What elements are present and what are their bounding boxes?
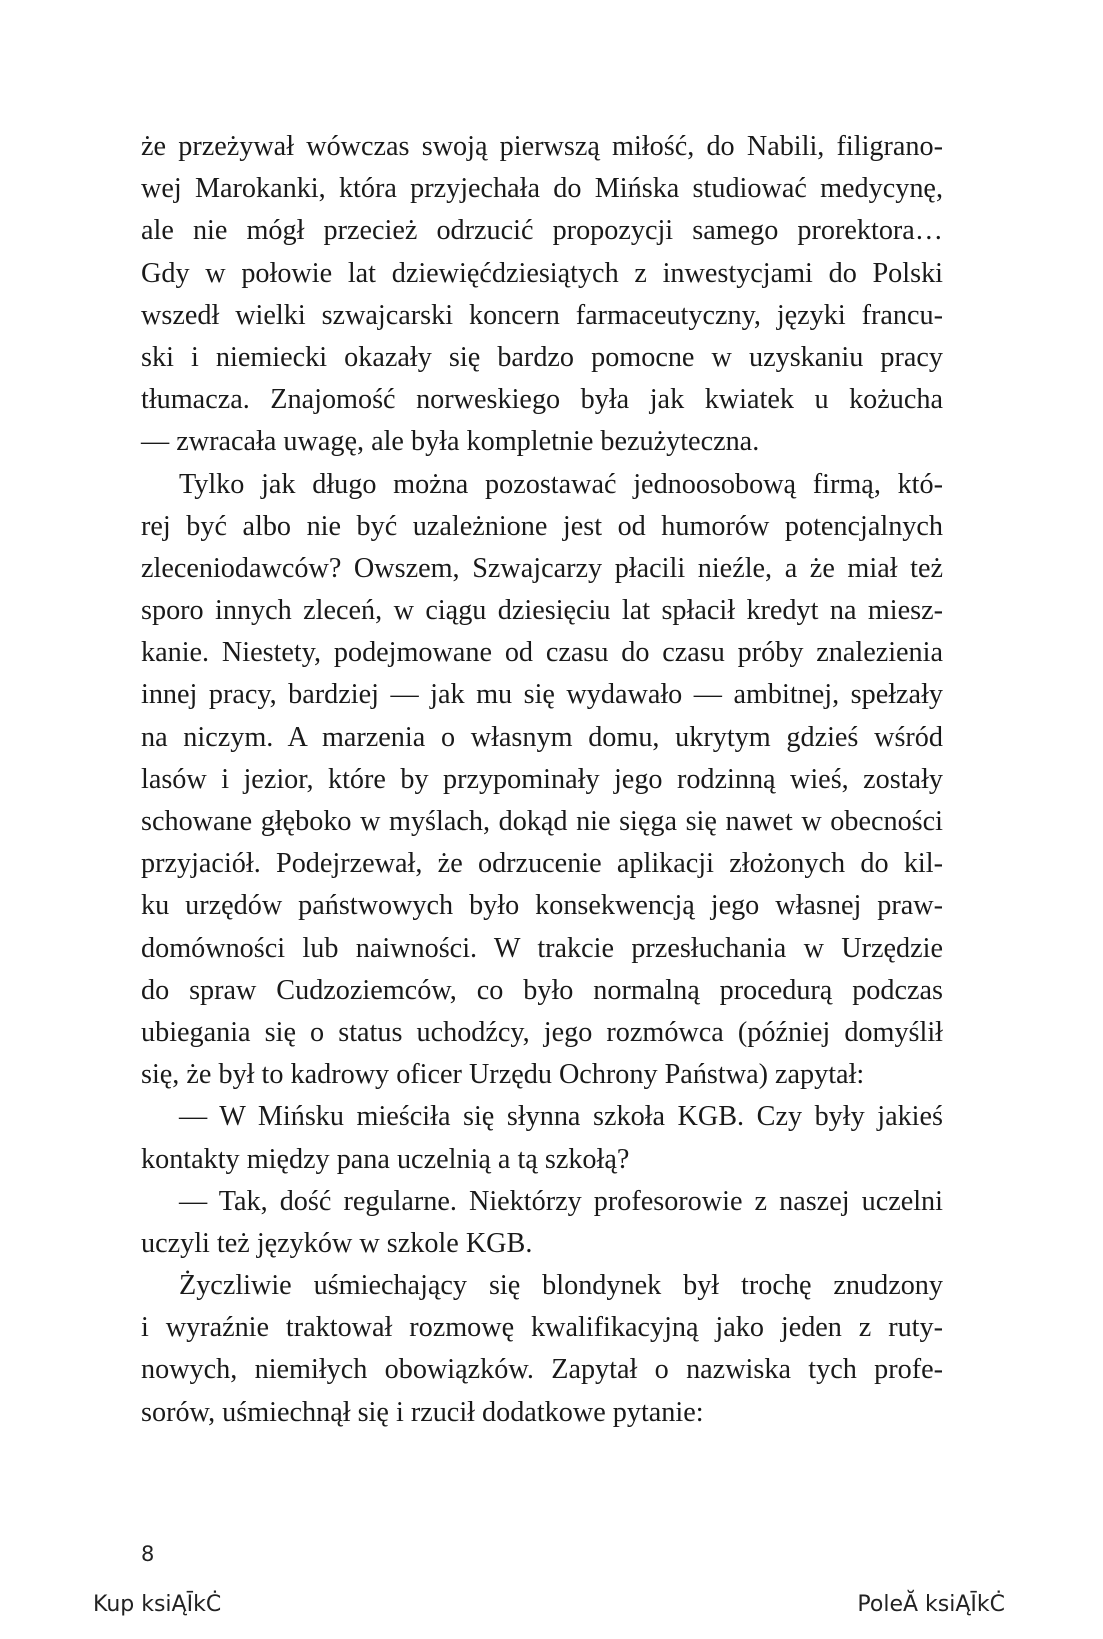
text-line: nowych, niemiłych obowiązków. Zapytał o nazwiska tych profe- [141, 1354, 943, 1386]
text-line: i wyraźnie traktował rozmowę kwalifikacyjną jako jeden z ruty- [141, 1312, 943, 1344]
text-line: ski i niemiecki okazały się bardzo pomocne w uzyskaniu pracy [141, 341, 943, 373]
text-line: wszedł wielki szwajcarski koncern farmaceutyczny, języki francu- [141, 299, 943, 331]
text-line: Tylko jak długo można pozostawać jednoosobową firmą, któ- [179, 468, 943, 500]
text-line: że przeżywał wówczas swoją pierwszą miłość, do Nabili, filigrano- [141, 131, 943, 162]
text-line: uczyli też języków w szkole KGB. [141, 1227, 533, 1259]
text-line: się, że był to kadrowy oficer Urzędu Ochrony Państwa) zapytał: [141, 1059, 865, 1091]
text-line: do spraw Cudzoziemców, co było normalną procedurą podczas [141, 974, 943, 1006]
text-line: ku urzędów państwowych było konsekwencją jego własnej praw- [141, 890, 943, 922]
text-line: kontakty między pana uczelnią a tą szkołą? [141, 1143, 630, 1175]
text-line: domówności lub naiwności. W trakcie przesłuchania w Urzędzie [141, 932, 943, 964]
body-text [141, 126, 943, 1434]
text-line: kanie. Niestety, podejmowane od czasu do czasu próby znalezienia [141, 637, 943, 669]
text-line: — zwracała uwagę, ale była kompletnie bezużyteczna. [141, 426, 760, 458]
text-line: tłumacza. Znajomość norweskiego była jak kwiatek u kożucha [141, 384, 943, 416]
text-line: sorów, uśmiechnął się i rzucił dodatkowe pytanie: [141, 1396, 704, 1428]
text-line: rej być albo nie być uzależnione jest od humorów potencjalnych [141, 510, 943, 542]
text-line: — Tak, dość regularne. Niektórzy profesorowie z naszej uczelni [179, 1185, 943, 1217]
footer-link-buy-book[interactable]: Kup ksiĄĪkĊ [93, 1592, 222, 1617]
text-line: schowane głęboko w myślach, dokąd nie sięga się nawet w obecności [141, 806, 943, 837]
text-line: ale nie mógł przecież odrzucić propozycji samego prorektora… [141, 215, 943, 247]
text-line: zleceniodawców? Owszem, Szwajcarzy płacili nieźle, a że miał też [141, 552, 943, 584]
text-line: ubiegania się o status uchodźcy, jego rozmówca (później domyślił [141, 1016, 943, 1048]
text-line: — W Mińsku mieściła się słynna szkoła KGB. Czy były jakieś [179, 1101, 943, 1133]
text-line: Gdy w połowie lat dziewięćdziesiątych z inwestycjami do Polski [141, 257, 943, 289]
text-line: na niczym. A marzenia o własnym domu, ukrytym gdzieś wśród [141, 721, 943, 753]
text-line: wej Marokanki, która przyjechała do Mińska studiować medycynę, [141, 173, 943, 205]
page-number: 8 [141, 1542, 155, 1566]
text-line: przyjaciół. Podejrzewał, że odrzucenie aplikacji złożonych do kil- [141, 848, 943, 880]
text-line: lasów i jezior, które by przypominały jego rodzinną wieś, zostały [141, 763, 943, 795]
text-line: innej pracy, bardziej — jak mu się wydawało — ambitnej, spełzały [141, 679, 943, 711]
text-line: Życzliwie uśmiechający się blondynek był trochę znudzony [179, 1270, 943, 1302]
footer-link-recommend-book[interactable]: PoleĂ ksiĄĪkĊ [857, 1592, 1005, 1617]
text-line: sporo innych zleceń, w ciągu dziesięciu lat spłacił kredyt na miesz- [141, 595, 943, 627]
